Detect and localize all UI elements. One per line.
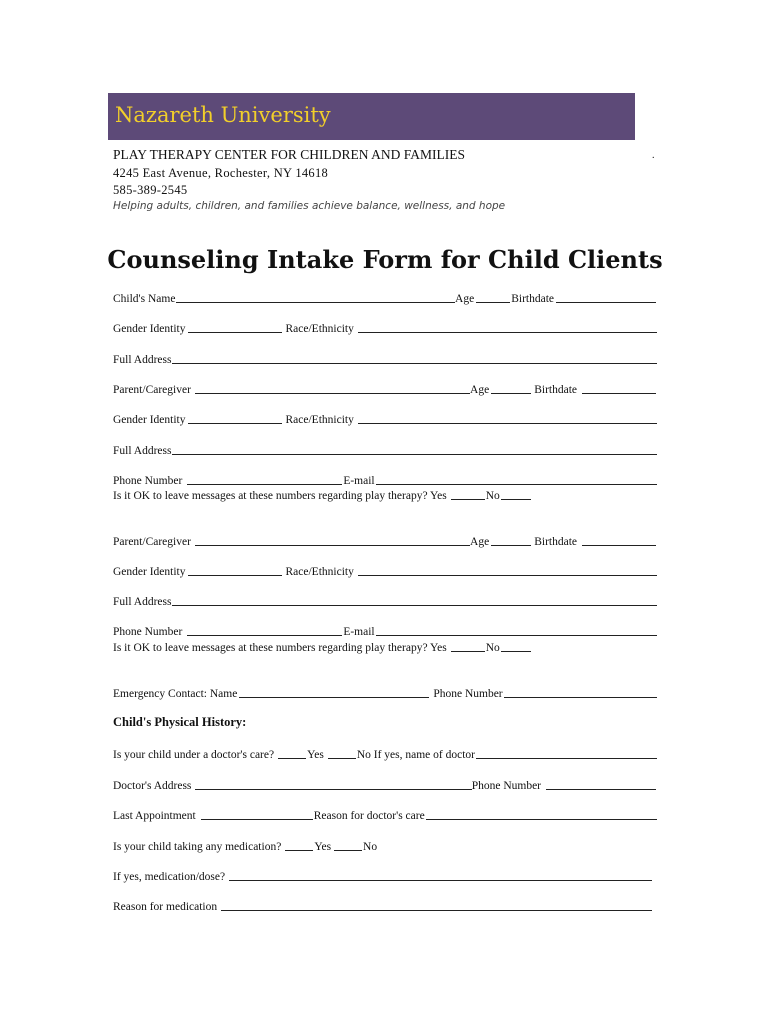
doctors-address-label: Doctor's Address bbox=[113, 780, 192, 792]
childs-name-row bbox=[113, 290, 657, 305]
race-ethnicity-label: Race/Ethnicity bbox=[285, 566, 354, 578]
medication-dose-row bbox=[113, 868, 652, 883]
reason-doctor-label: Reason for doctor's care bbox=[313, 810, 425, 822]
messages-no-field[interactable] bbox=[501, 651, 531, 652]
last-appointment-label: Last Appointment bbox=[113, 810, 196, 822]
doctor-care-no-field[interactable] bbox=[328, 758, 356, 759]
messages-no-label: No bbox=[485, 642, 500, 654]
gender-identity-label: Gender Identity bbox=[113, 323, 186, 335]
physical-history-heading: Child's Physical History: bbox=[113, 715, 247, 729]
parent1-messages-row bbox=[113, 487, 532, 502]
parent-caregiver-field[interactable] bbox=[195, 393, 470, 394]
doctor-care-yes-label: Yes bbox=[307, 749, 324, 761]
tagline: Helping adults, children, and families achieve balance, wellness, and hope bbox=[113, 200, 506, 212]
last-appointment-row bbox=[113, 807, 657, 822]
doctors-address-row bbox=[113, 777, 657, 792]
parent-caregiver-field[interactable] bbox=[195, 545, 470, 546]
medication-yes-field[interactable] bbox=[285, 850, 313, 851]
ok-messages-label: Is it OK to leave messages at these numbers regarding play therapy? Yes bbox=[113, 490, 447, 502]
emergency-contact-label: Emergency Contact: Name bbox=[113, 688, 238, 700]
race-ethnicity-label: Race/Ethnicity bbox=[285, 323, 354, 335]
gender-identity-label: Gender Identity bbox=[113, 566, 186, 578]
phone-number-field[interactable] bbox=[187, 484, 342, 485]
last-appointment-field[interactable] bbox=[201, 819, 313, 820]
childs-name-label: Child's Name bbox=[113, 293, 176, 305]
gender-identity-field[interactable] bbox=[188, 423, 282, 424]
child-gender-row bbox=[113, 320, 657, 335]
age-field[interactable] bbox=[491, 545, 531, 546]
doctor-phone-label: Phone Number bbox=[471, 780, 541, 792]
messages-yes-field[interactable] bbox=[451, 651, 485, 652]
parent1-address-row bbox=[113, 442, 657, 457]
full-address-label: Full Address bbox=[113, 596, 172, 608]
doctor-phone-field[interactable] bbox=[546, 789, 656, 790]
birthdate-label: Birthdate bbox=[511, 293, 554, 305]
birthdate-field[interactable] bbox=[582, 545, 656, 546]
gender-identity-label: Gender Identity bbox=[113, 414, 186, 426]
age-label: Age bbox=[470, 384, 490, 396]
birthdate-field[interactable] bbox=[556, 302, 656, 303]
doctor-care-row bbox=[113, 746, 657, 761]
phone-number-label: Phone Number bbox=[113, 626, 183, 638]
reason-doctor-field[interactable] bbox=[426, 819, 657, 820]
parent-caregiver-label: Parent/Caregiver bbox=[113, 384, 191, 396]
full-address-label: Full Address bbox=[113, 354, 172, 366]
emergency-contact-row bbox=[113, 685, 657, 700]
birthdate-label: Birthdate bbox=[534, 384, 577, 396]
header-dot: . bbox=[652, 150, 655, 161]
medication-dose-label: If yes, medication/dose? bbox=[113, 871, 226, 883]
parent1-contact-row bbox=[113, 472, 657, 487]
email-label: E-mail bbox=[343, 626, 375, 638]
doctor-name-field[interactable] bbox=[476, 758, 657, 759]
messages-no-label: No bbox=[485, 490, 500, 502]
parent1-row bbox=[113, 381, 657, 396]
medication-yes-label: Yes bbox=[314, 841, 332, 853]
full-address-label: Full Address bbox=[113, 445, 172, 457]
taking-medication-label: Is your child taking any medication? bbox=[113, 841, 282, 853]
messages-no-field[interactable] bbox=[501, 499, 531, 500]
center-name: PLAY THERAPY CENTER FOR CHILDREN AND FAMILIES bbox=[113, 147, 466, 162]
doctor-care-yes-field[interactable] bbox=[278, 758, 306, 759]
ok-messages-label: Is it OK to leave messages at these numbers regarding play therapy? Yes bbox=[113, 642, 447, 654]
parent2-address-row bbox=[113, 593, 657, 608]
age-label: Age bbox=[470, 536, 490, 548]
child-address-row bbox=[113, 351, 657, 366]
parent2-messages-row bbox=[113, 639, 532, 654]
parent-caregiver-label: Parent/Caregiver bbox=[113, 536, 191, 548]
phone-number-field[interactable] bbox=[187, 635, 342, 636]
medication-no-field[interactable] bbox=[334, 850, 362, 851]
center-phone: 585-389-2545 bbox=[113, 183, 188, 197]
reason-medication-row bbox=[113, 898, 652, 913]
email-field[interactable] bbox=[376, 635, 657, 636]
medication-row bbox=[113, 838, 377, 853]
age-field[interactable] bbox=[476, 302, 510, 303]
parent1-gender-row bbox=[113, 411, 657, 426]
race-ethnicity-field[interactable] bbox=[358, 423, 657, 424]
center-address: 4245 East Avenue, Rochester, NY 14618 bbox=[113, 166, 329, 180]
age-label: Age bbox=[455, 293, 475, 305]
race-ethnicity-label: Race/Ethnicity bbox=[285, 414, 354, 426]
doctors-address-field[interactable] bbox=[195, 789, 471, 790]
parent2-row bbox=[113, 533, 657, 548]
doctor-care-label: Is your child under a doctor's care? bbox=[113, 749, 275, 761]
form-title: Counseling Intake Form for Child Clients bbox=[107, 245, 663, 274]
email-label: E-mail bbox=[343, 475, 375, 487]
gender-identity-field[interactable] bbox=[188, 332, 282, 333]
email-field[interactable] bbox=[376, 484, 657, 485]
birthdate-field[interactable] bbox=[582, 393, 656, 394]
full-address-field[interactable] bbox=[172, 605, 657, 606]
phone-number-label: Phone Number bbox=[113, 475, 183, 487]
phone-number-label: Phone Number bbox=[433, 688, 503, 700]
age-field[interactable] bbox=[491, 393, 531, 394]
parent2-contact-row bbox=[113, 623, 657, 638]
birthdate-label: Birthdate bbox=[534, 536, 577, 548]
header-banner bbox=[108, 93, 635, 140]
medication-no-label: No bbox=[363, 841, 378, 853]
medication-dose-field[interactable] bbox=[229, 880, 652, 881]
university-name: Nazareth University bbox=[115, 103, 331, 127]
childs-name-field[interactable] bbox=[176, 302, 455, 303]
race-ethnicity-field[interactable] bbox=[358, 575, 657, 576]
messages-yes-field[interactable] bbox=[451, 499, 485, 500]
race-ethnicity-field[interactable] bbox=[358, 332, 657, 333]
reason-medication-field[interactable] bbox=[221, 910, 652, 911]
emergency-name-field[interactable] bbox=[239, 697, 429, 698]
gender-identity-field[interactable] bbox=[188, 575, 282, 576]
reason-medication-label: Reason for medication bbox=[113, 901, 218, 913]
doctor-name-label: No If yes, name of doctor bbox=[356, 749, 475, 761]
full-address-field[interactable] bbox=[172, 363, 657, 364]
parent2-gender-row bbox=[113, 563, 657, 578]
full-address-field[interactable] bbox=[172, 454, 657, 455]
emergency-phone-field[interactable] bbox=[504, 697, 657, 698]
